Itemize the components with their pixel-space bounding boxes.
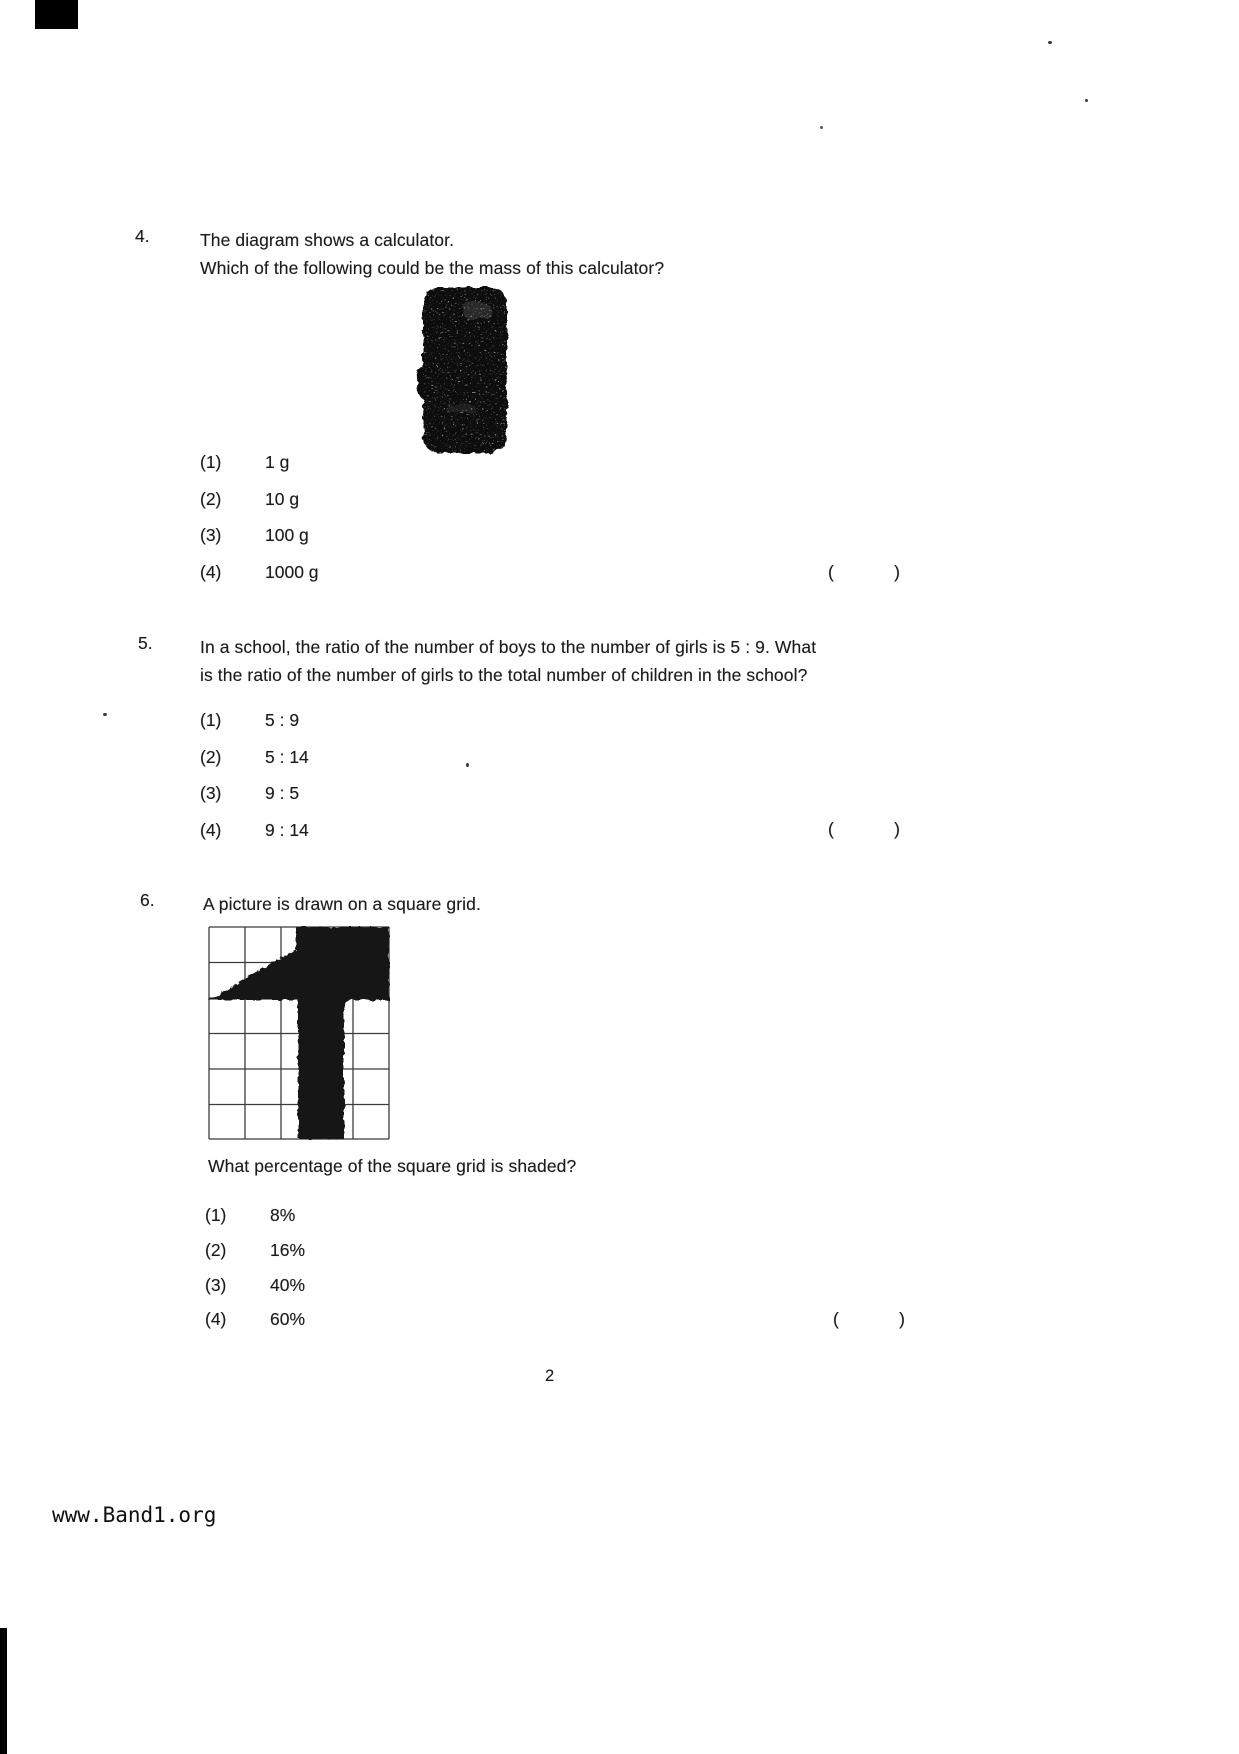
question-line: Which of the following could be the mass of this calculator? — [200, 258, 665, 278]
option-row — [205, 1205, 305, 1240]
option-row — [200, 783, 309, 820]
option-value: 5 : 9 — [265, 710, 300, 730]
question-6-options — [205, 1205, 305, 1344]
question-5-number: 5. — [138, 633, 153, 653]
calculator-image — [415, 283, 515, 460]
question-line: A picture is drawn on a square grid. — [203, 894, 481, 914]
scan-speck — [1048, 41, 1052, 44]
option-value: 10 g — [265, 488, 300, 509]
scan-speck — [1085, 99, 1088, 102]
option-value: 40% — [270, 1274, 306, 1295]
question-line: The diagram shows a calculator. — [200, 230, 455, 250]
option-value: 9 : 14 — [265, 819, 309, 840]
question-4-text — [200, 226, 840, 282]
bracket-close: ) — [894, 562, 900, 582]
square-grid-picture — [208, 926, 390, 1140]
bracket-open: ( — [828, 819, 834, 839]
watermark: www.Band1.org — [52, 1503, 217, 1527]
option-value: 8% — [270, 1205, 296, 1225]
option-label: (4) — [200, 819, 222, 840]
question-6-text — [203, 890, 803, 918]
grid-picture-svg — [208, 926, 390, 1140]
option-row — [200, 562, 319, 599]
scan-speck — [820, 126, 823, 129]
option-value: 60% — [270, 1309, 306, 1330]
bracket-close: ) — [899, 1309, 905, 1329]
option-label: (2) — [205, 1239, 227, 1260]
question-line: What percentage of the square grid is shaded? — [208, 1156, 577, 1176]
option-label: (3) — [200, 783, 222, 803]
option-row — [205, 1275, 305, 1310]
option-value: 1 g — [265, 452, 290, 472]
option-label: (4) — [205, 1309, 227, 1330]
option-row — [205, 1309, 305, 1344]
option-label: (2) — [200, 488, 222, 509]
scan-speck — [466, 763, 469, 767]
option-label: (4) — [200, 561, 222, 582]
question-5-text — [200, 633, 960, 689]
scan-artifact-bar — [0, 1628, 7, 1754]
option-row — [205, 1240, 305, 1275]
question-5-options — [200, 710, 309, 856]
scan-artifact-bar — [35, 0, 78, 29]
option-value: 16% — [270, 1239, 306, 1260]
option-label: (1) — [205, 1205, 227, 1225]
option-value: 1000 g — [265, 561, 319, 582]
question-4-number: 4. — [135, 226, 150, 246]
page-number: 2 — [545, 1367, 555, 1385]
option-value: 5 : 14 — [265, 746, 309, 767]
option-row — [200, 525, 319, 562]
answer-bracket — [833, 1309, 905, 1330]
answer-bracket — [828, 819, 900, 840]
option-row — [200, 820, 309, 857]
option-label: (3) — [205, 1274, 227, 1295]
option-label: (1) — [200, 452, 222, 472]
question-line: is the ratio of the number of girls to the total number of children in the school? — [200, 665, 808, 685]
option-row — [200, 747, 309, 784]
option-row — [200, 452, 319, 489]
bracket-open: ( — [828, 562, 834, 582]
option-row — [200, 710, 309, 747]
option-label: (1) — [200, 710, 222, 730]
option-value: 9 : 5 — [265, 783, 300, 803]
question-6-subtext — [208, 1152, 808, 1180]
question-6-number: 6. — [140, 890, 155, 910]
question-4-options — [200, 452, 319, 598]
question-line: In a school, the ratio of the number of boys to the number of girls is 5 : 9. What — [200, 637, 817, 657]
option-row — [200, 489, 319, 526]
bracket-close: ) — [894, 819, 900, 839]
option-label: (3) — [200, 525, 222, 545]
bracket-open: ( — [833, 1309, 839, 1329]
calculator-photo-svg — [415, 283, 515, 460]
answer-bracket — [828, 562, 900, 583]
scan-speck — [103, 713, 107, 716]
option-label: (2) — [200, 746, 222, 767]
option-value: 100 g — [265, 525, 309, 545]
